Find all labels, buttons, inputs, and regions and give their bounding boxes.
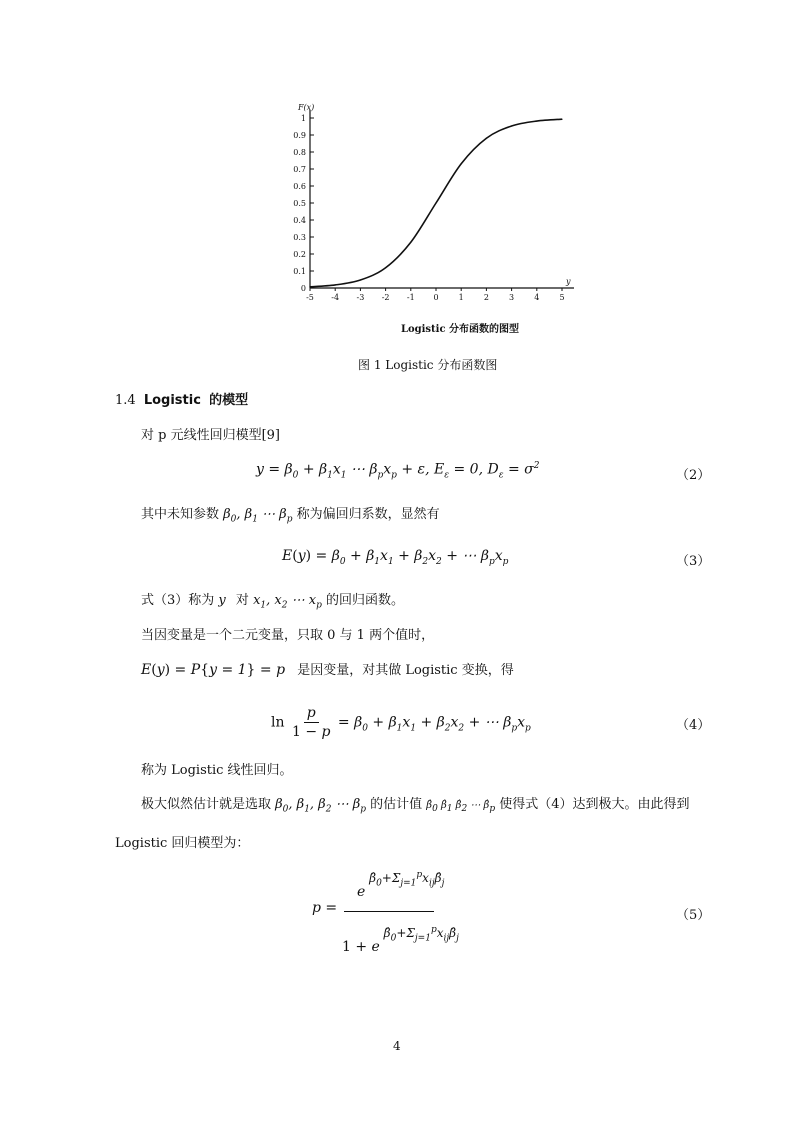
paragraph-3-pre: 式（3）称为 — [141, 593, 215, 608]
data-point — [511, 125, 512, 126]
x-tick-label: 0 — [433, 293, 439, 302]
y-tick-label: 0.4 — [293, 216, 306, 225]
equation-4-fraction: $\frac{p}{1 - p}$ — [291, 705, 331, 740]
y-tick-label: 0.2 — [293, 250, 306, 259]
y-tick-label: 0 — [300, 284, 306, 293]
x-axis-label: y — [566, 277, 571, 286]
section-number: 1.4 — [115, 393, 136, 408]
y-tick-label: 0.6 — [293, 182, 306, 191]
paragraph-2-post: 称为偏回归系数，显然有 — [296, 507, 440, 522]
paragraph-7-estimates: $\betâ_0$ $\betâ_1$ $\betâ_2$ ⋯ $\betâ_p$ — [426, 800, 496, 814]
data-point — [410, 242, 411, 243]
equation-2-number: （2） — [676, 468, 711, 483]
section-heading — [115, 393, 248, 409]
paragraph-7-mid: 的估计值 — [370, 797, 423, 812]
y-tick-label: 0.7 — [293, 165, 306, 174]
equation-4-number: （4） — [676, 718, 711, 733]
equation-5-denominator: 1 + e $\betâ_0+\Sigma_{j=1}^px_{ij}\betâ_j$ — [342, 925, 459, 955]
y-axis-label: F(x) — [298, 103, 315, 112]
x-tick-label: 4 — [534, 293, 540, 302]
x-tick-label: -4 — [331, 293, 340, 302]
paragraph-7 — [141, 797, 690, 818]
x-tick-label: 2 — [483, 293, 489, 302]
section-title-zh: 的模型 — [209, 393, 249, 408]
paragraph-6: 称为 Logistic 线性回归。 — [141, 763, 293, 778]
paragraph-2-pre: 其中未知参数 — [141, 507, 220, 522]
equation-5-lhs: p = — [312, 900, 338, 916]
equation-2: $y = \beta_0 + \beta_1x_1$ ⋯ $\beta_px_p + \varepsilon$, $E_\varepsilon = 0$, $D_\varepsilon = \sigma^2$ — [256, 461, 540, 481]
y-tick-label: 0.5 — [293, 199, 306, 208]
paragraph-5 — [141, 662, 514, 679]
paragraph-5-post: 是因变量，对其做 Logistic 变换，得 — [297, 663, 514, 678]
paragraph-2 — [141, 507, 440, 528]
paragraph-7-pre: 极大似然估计就是选取 — [141, 797, 272, 812]
equation-3-number: （3） — [676, 554, 711, 569]
equation-5-fraction-bar — [344, 911, 434, 912]
equation-3: $E(y) = \beta_0 + \beta_1x_1 + \beta_2x_2$ + ⋯ $\beta_px_p$ — [282, 548, 509, 567]
y-tick-label: 0.8 — [293, 148, 306, 157]
x-tick-label: -3 — [356, 293, 365, 302]
equation-5-numerator: e $\betâ_0+\Sigma_{j=1}^px_{ij}\betâ_j$ — [357, 870, 445, 900]
data-point — [561, 119, 562, 120]
x-tick-label: 5 — [559, 293, 565, 302]
data-point — [486, 138, 487, 139]
equation-5 — [312, 870, 459, 960]
paragraph-3-y: y — [218, 593, 226, 608]
figure-caption: 图 1 Logistic 分布函数图 — [358, 358, 498, 372]
y-tick-label: 0.3 — [293, 233, 306, 242]
paragraph-2-math: $\beta_0$, $\beta_1$ ⋯ $\beta_p$ — [223, 507, 293, 525]
x-tick-label: -2 — [381, 293, 390, 302]
data-point — [385, 267, 386, 268]
paragraph-7-post: 使得式（4）达到极大。由此得到 — [499, 797, 690, 812]
paragraph-7-math: $\beta_0$, $\beta_1$, $\beta_2$ ⋯ $\beta_p$ — [275, 797, 366, 815]
y-tick-label: 0.1 — [293, 267, 306, 276]
paragraph-1-text: 对 p 元线性回归模型[9] — [141, 428, 281, 443]
x-tick-label: -5 — [306, 293, 314, 302]
chart-title: Logistic 分布函数的图型 — [400, 324, 520, 335]
equation-5-number: （5） — [676, 908, 711, 923]
data-point — [335, 284, 336, 285]
section-title-en: Logistic — [143, 393, 201, 408]
y-tick-label: 1 — [300, 114, 306, 123]
x-tick-label: 3 — [509, 293, 515, 302]
data-point — [435, 202, 436, 203]
paragraph-1 — [141, 428, 280, 444]
page-number: 4 — [393, 1039, 401, 1053]
paragraph-3-mid: 对 — [235, 593, 249, 608]
data-point — [536, 120, 537, 121]
paragraph-5-math: E(y) = P{y = 1} = p — [141, 662, 286, 678]
y-tick-label: 0.9 — [293, 131, 306, 140]
logistic-chart — [280, 100, 590, 345]
data-point — [461, 163, 462, 164]
paragraph-3-post: 的回归函数。 — [326, 593, 405, 608]
equation-4: ln $\frac{p}{1 - p}$ = $\beta_0 + \beta_1x_1 + \beta_2x_2$ + ⋯ $\beta_px_p$ — [271, 705, 531, 740]
paragraph-4: 当因变量是一个二元变量，只取 0 与 1 两个值时， — [141, 628, 435, 643]
paragraph-8: Logistic 回归模型为： — [115, 836, 250, 851]
paragraph-3-math: $x_1$, $x_2$ ⋯ $x_p$ — [253, 593, 322, 611]
paragraph-3 — [141, 593, 404, 614]
x-tick-label: 1 — [458, 293, 464, 302]
data-point — [309, 286, 310, 287]
data-point — [360, 279, 361, 280]
x-tick-label: -1 — [406, 293, 415, 302]
